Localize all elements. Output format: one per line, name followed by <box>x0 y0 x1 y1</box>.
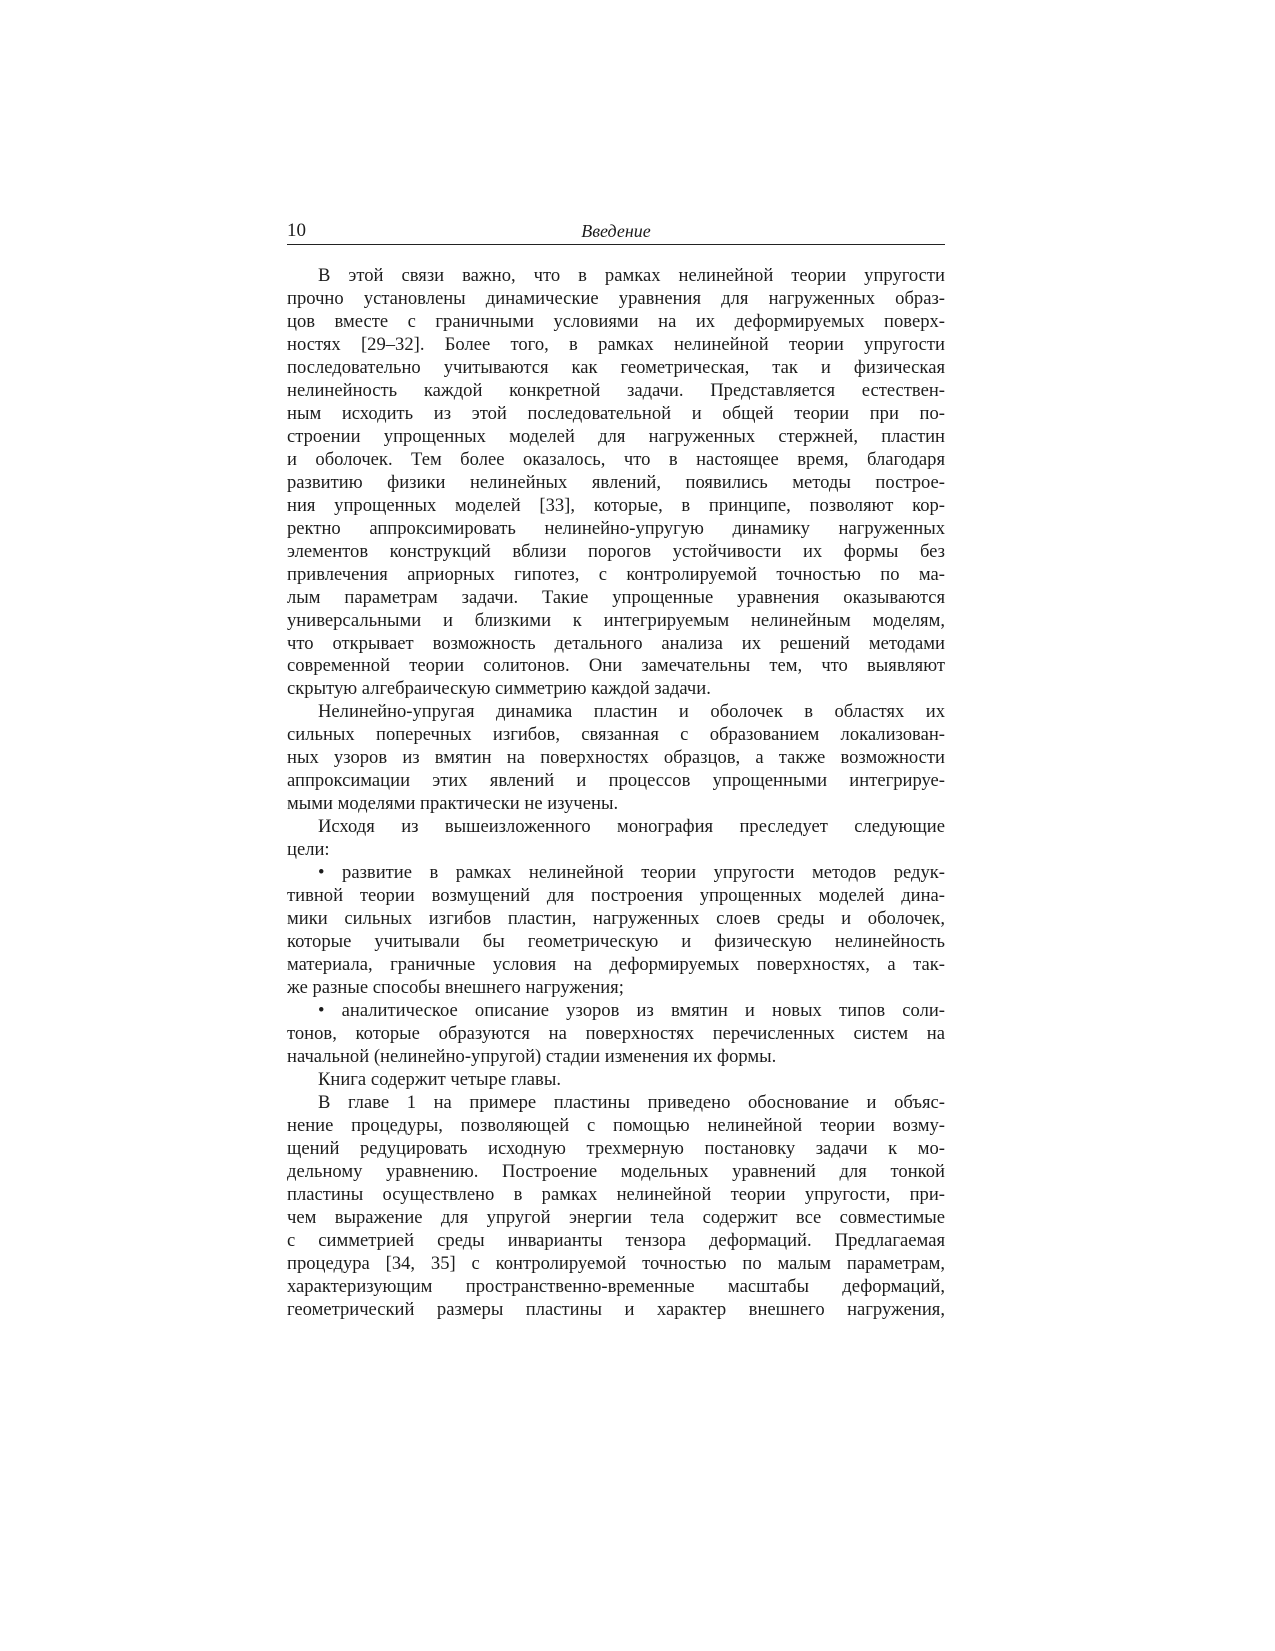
text-line: нение процедуры, позволяющей с помощью нелинейной теории возму- <box>287 1114 945 1136</box>
text-line: аппроксимации этих явлений и процессов упрощенными интегрируе- <box>287 770 945 792</box>
text-line: Книга содержит четыре главы. <box>318 1068 561 1090</box>
text-line: же разные способы внешнего нагружения; <box>287 977 624 999</box>
text-line: ния упрощенных моделей [33], которые, в принципе, позволяют кор- <box>287 494 945 516</box>
text-line: пластины осуществлено в рамках нелинейной теории упругости, при- <box>287 1183 945 1205</box>
text-line: лым параметрам задачи. Такие упрощенные уравнения оказываются <box>287 586 945 608</box>
text-line: В главе 1 на примере пластины приведено обоснование и объяс- <box>318 1091 945 1113</box>
text-line: которые учитывали бы геометрическую и физическую нелинейность <box>287 931 945 953</box>
text-line: материала, граничные условия на деформируемых поверхностях, а так- <box>287 954 945 976</box>
body-text <box>287 264 945 1321</box>
text-line: элементов конструкций вблизи порогов устойчивости их формы без <box>287 540 945 562</box>
text-line: сильных поперечных изгибов, связанная с образованием локализован- <box>287 724 945 746</box>
text-line: геометрический размеры пластины и характер внешнего нагружения, <box>287 1298 945 1320</box>
text-line: начальной (нелинейно-упругой) стадии изменения их формы. <box>287 1045 777 1067</box>
text-line: ностях [29–32]. Более того, в рамках нелинейной теории упругости <box>287 333 945 355</box>
text-line: Нелинейно-упругая динамика пластин и оболочек в областях их <box>318 701 945 723</box>
text-line: мыми моделями практически не изучены. <box>287 793 619 815</box>
text-line: • развитие в рамках нелинейной теории упругости методов редук- <box>318 862 945 884</box>
text-line: В этой связи важно, что в рамках нелинейной теории упругости <box>318 265 945 286</box>
text-line: Исходя из вышеизложенного монография преследует следующие <box>318 816 945 838</box>
text-line: ным исходить из этой последовательной и общей теории при по- <box>287 402 945 424</box>
text-line: ных узоров из вмятин на поверхностях образцов, а также возможности <box>287 747 945 769</box>
text-line: универсальными и близкими к интегрируемым нелинейным моделям, <box>287 609 945 631</box>
text-line: развитию физики нелинейных явлений, появились методы построе- <box>287 471 945 493</box>
text-line: тивной теории возмущений для построения упрощенных моделей дина- <box>287 885 945 907</box>
text-line: нелинейность каждой конкретной задачи. Представляется естествен- <box>287 379 945 401</box>
text-line: и оболочек. Тем более оказалось, что в настоящее время, благодаря <box>287 448 945 470</box>
page-number: 10 <box>287 220 306 241</box>
text-line: строении упрощенных моделей для нагруженных стержней, пластин <box>287 425 945 447</box>
text-line: ректно аппроксимировать нелинейно-упругую динамику нагруженных <box>287 517 945 539</box>
text-line: с симметрией среды инварианты тензора деформаций. Предлагаемая <box>287 1229 945 1251</box>
text-line: тонов, которые образуются на поверхностях перечисленных систем на <box>287 1022 945 1044</box>
text-line: дельному уравнению. Построение модельных уравнений для тонкой <box>287 1160 945 1182</box>
text-line: чем выражение для упругой энергии тела содержит все совместимые <box>287 1206 945 1228</box>
text-line: последовательно учитываются как геометрическая, так и физическая <box>287 356 945 378</box>
running-title: Введение <box>581 221 651 241</box>
page-header <box>287 219 945 245</box>
text-line: • аналитическое описание узоров из вмятин и новых типов соли- <box>318 1000 945 1021</box>
text-line: что открывает возможность детального анализа их решений методами <box>287 632 945 654</box>
text-line: цов вместе с граничными условиями на их деформируемых поверх- <box>287 310 945 332</box>
text-line: скрытую алгебраическую симметрию каждой задачи. <box>287 678 711 700</box>
text-line: прочно установлены динамические уравнения для нагруженных образ- <box>287 287 945 309</box>
text-line: щений редуцировать исходную трехмерную постановку задачи к мо- <box>287 1137 945 1159</box>
text-line: процедура [34, 35] с контролируемой точностью по малым параметрам, <box>287 1252 945 1274</box>
text-line: современной теории солитонов. Они замечательны тем, что выявляют <box>287 655 945 677</box>
text-line: мики сильных изгибов пластин, нагруженных слоев среды и оболочек, <box>287 908 945 930</box>
text-line: привлечения априорных гипотез, с контролируемой точностью по ма- <box>287 563 945 585</box>
text-line: характеризующим пространственно-временные масштабы деформаций, <box>287 1275 945 1297</box>
text-line: цели: <box>287 839 330 861</box>
